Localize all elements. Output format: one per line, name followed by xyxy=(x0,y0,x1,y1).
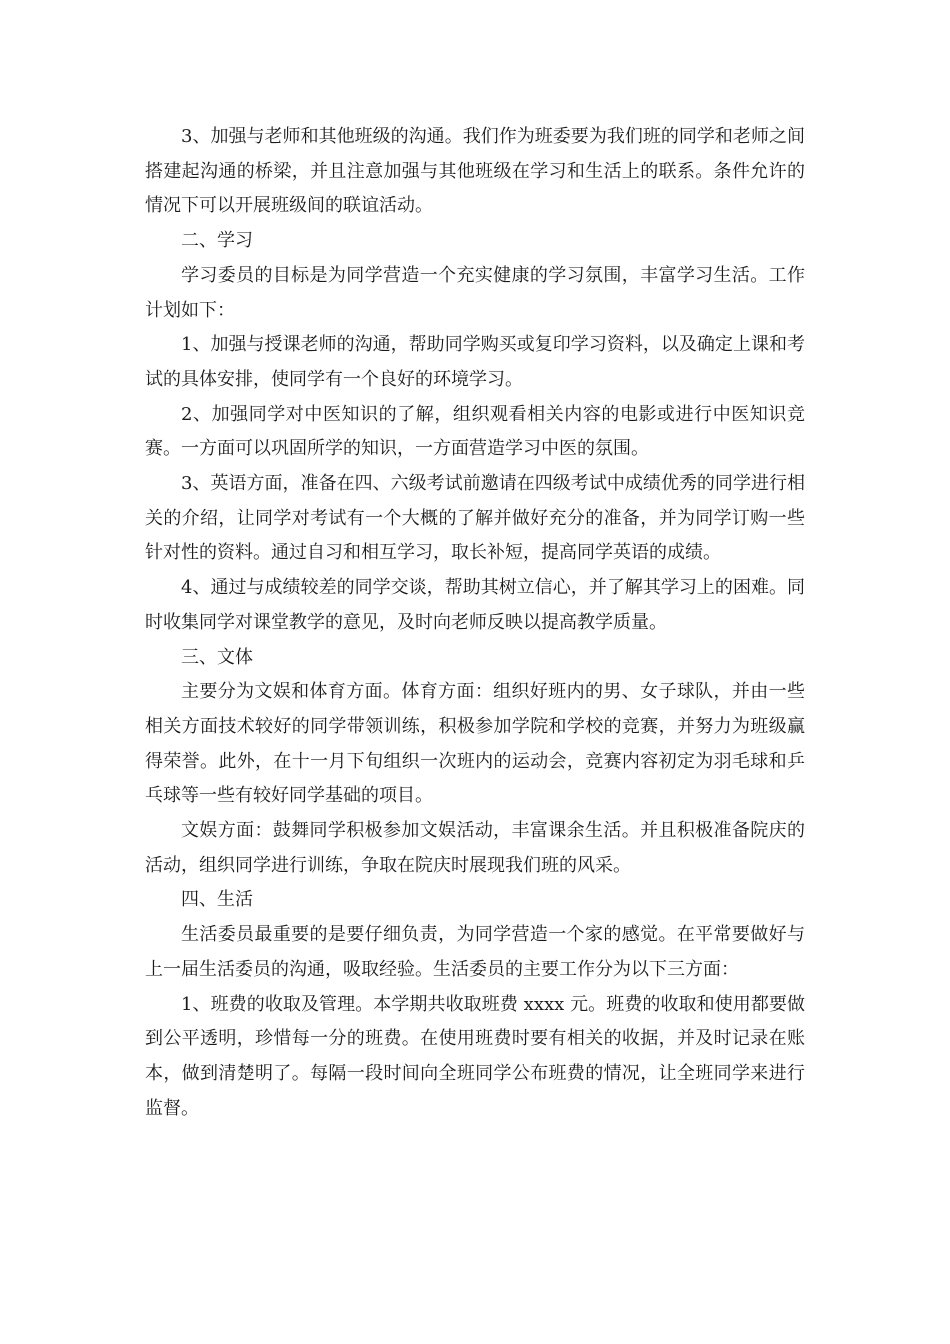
paragraph-study-item-1: 1、加强与授课老师的沟通，帮助同学购买或复印学习资料，以及确定上课和考试的具体安排，使同学有一个良好的环境学习。 xyxy=(145,334,805,390)
heading-sports-arts: 三、文体 xyxy=(181,646,253,668)
paragraph-study-item-2: 2、加强同学对中医知识的了解，组织观看相关内容的电影或进行中医知识竞赛。一方面可以巩固所学的知识，一方面营造学习中医的氛围。 xyxy=(145,403,805,460)
heading-study: 二、学习 xyxy=(181,230,253,252)
paragraph-arts: 文娱方面：鼓舞同学积极参加文娱活动，丰富课余生活。并且积极准备院庆的活动，组织同学进行训练，争取在院庆时展现我们班的风采。 xyxy=(145,820,805,876)
paragraph-life-item-1: 1、班费的收取及管理。本学期共收取班费 xxxx 元。班费的收取和使用都要做到公平透明，珍惜每一分的班费。在使用班费时要有相关的收据，并及时记录在账本，做到清楚明了。每隔一段时间向全班同学公布班费的情况，让全班同学来进行监督。 xyxy=(145,993,805,1119)
document-body xyxy=(145,120,805,1126)
paragraph-study-item-4: 4、通过与成绩较差的同学交谈，帮助其树立信心，并了解其学习上的困难。同时收集同学对课堂教学的意见，及时向老师反映以提高教学质量。 xyxy=(145,577,805,633)
paragraph-study-item-3: 3、英语方面，准备在四、六级考试前邀请在四级考试中成绩优秀的同学进行相关的介绍，让同学对考试有一个大概的了解并做好充分的准备，并为同学订购一些针对性的资料。通过自习和相互学习，取长补短，提高同学英语的成绩。 xyxy=(145,473,805,564)
paragraph-life-intro: 生活委员最重要的是要仔细负责，为同学营造一个家的感觉。在平常要做好与上一届生活委员的沟通，吸取经验。生活委员的主要工作分为以下三方面： xyxy=(145,924,805,980)
paragraph-study-goal: 学习委员的目标是为同学营造一个充实健康的学习氛围，丰富学习生活。工作计划如下： xyxy=(145,264,805,321)
paragraph-class-communication: 3、加强与老师和其他班级的沟通。我们作为班委要为我们班的同学和老师之间搭建起沟通的桥梁，并且注意加强与其他班级在学习和生活上的联系。条件允许的情况下可以开展班级间的联谊活动。 xyxy=(145,126,805,217)
paragraph-sports: 主要分为文娱和体育方面。体育方面：组织好班内的男、女子球队，并由一些相关方面技术较好的同学带领训练，积极参加学院和学校的竞赛，并努力为班级赢得荣誉。此外，在十一月下旬组织一次班内的运动会，竞赛内容初定为羽毛球和乒乓球等一些有较好同学基础的项目。 xyxy=(145,681,805,807)
heading-life: 四、生活 xyxy=(181,889,253,911)
